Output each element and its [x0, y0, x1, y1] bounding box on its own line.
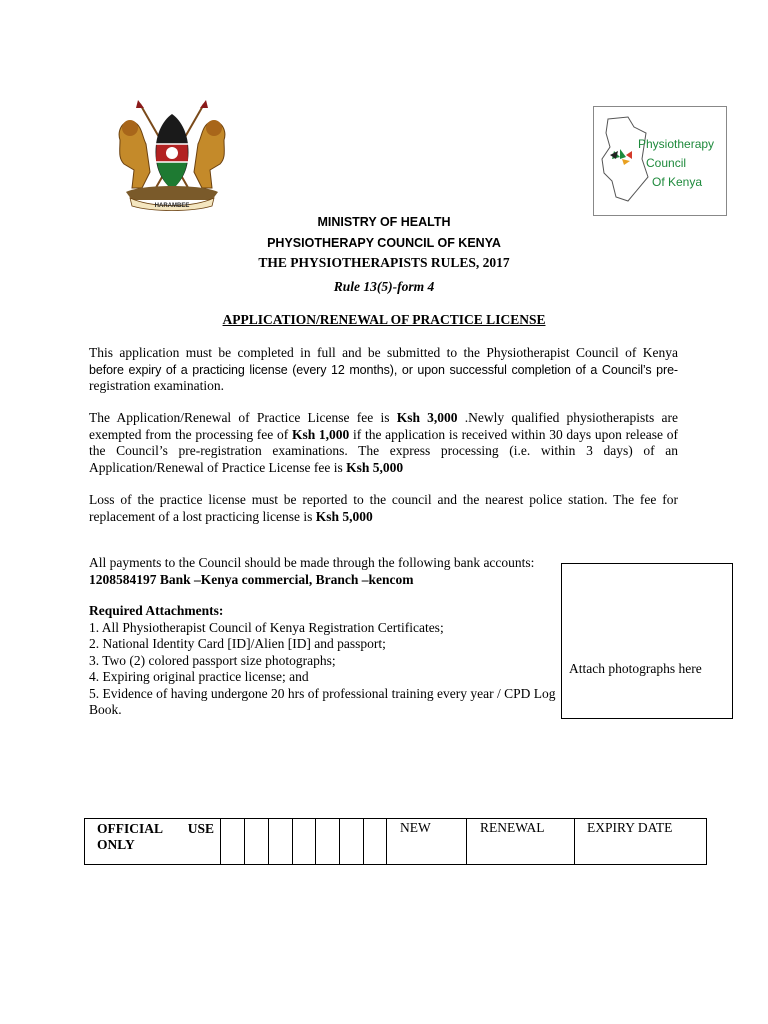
official-use-table [84, 818, 707, 865]
pck-logo-line2: Council [646, 156, 687, 170]
intro-line-3: registration examination. [89, 378, 224, 393]
pck-logo-line1: Physiotherapy [638, 137, 715, 151]
loss-paragraph [89, 492, 678, 525]
renewal-label: RENEWAL [480, 820, 545, 835]
expiry-date-label: EXPIRY DATE [587, 820, 673, 835]
official-blank-cell[interactable] [316, 819, 340, 865]
fee-text-2: .Newly qualified physiotherapists are exempted from the processing fee of [89, 410, 678, 442]
official-blank-cell[interactable] [221, 819, 245, 865]
attachment-item: 1. All Physiotherapist Council of Kenya Registration Certificates; [89, 619, 444, 635]
rules-heading: THE PHYSIOTHERAPISTS RULES, 2017 [258, 255, 510, 270]
official-label-line2: ONLY [97, 837, 135, 852]
pck-logo-line3: Of Kenya [652, 175, 703, 189]
official-blank-cell[interactable] [245, 819, 269, 865]
attachment-item: 2. National Identity Card [ID]/Alien [ID] and passport; [89, 636, 386, 651]
photo-box-label: Attach photographs here [569, 661, 702, 676]
official-use-label [85, 819, 221, 865]
photo-attachment-box[interactable] [561, 563, 733, 719]
attachment-item: 5. Evidence of having undergone 20 hrs of professional training every year / CPD Log Book. [89, 685, 556, 717]
bank-account: 1208584197 Bank –Kenya commercial, Branch –kencom [89, 571, 414, 587]
official-blank-cell[interactable] [364, 819, 387, 865]
intro-line-1: This application must be completed in full and be submitted to the Physiotherapist Council of Kenya [89, 345, 678, 360]
fee-text-3: if the application is received within 30 days upon release of the Council’s pre-registration examinations. The express processing (i.e. within 3 days) of an Application/Renewal of Practice License fee is [89, 426, 678, 475]
attachment-item: 3. Two (2) colored passport size photographs; [89, 652, 336, 668]
fee-text-1: The Application/Renewal of Practice License fee is [89, 410, 397, 425]
fee-amount-standard: Ksh 3,000 [396, 410, 458, 425]
official-label-word1: OFFICIAL [97, 821, 164, 836]
expiry-date-column[interactable] [575, 819, 707, 865]
official-label-word2: USE [187, 821, 214, 836]
fee-paragraph [89, 410, 678, 476]
renewal-column[interactable] [467, 819, 575, 865]
fee-amount-express: Ksh 5,000 [346, 459, 404, 475]
form-title: APPLICATION/RENEWAL OF PRACTICE LICENSE [222, 312, 546, 327]
attachment-item: 4. Expiring original practice license; and [89, 669, 309, 684]
attachments-heading: Required Attachments: [89, 603, 224, 618]
payments-section [89, 555, 559, 588]
coat-of-arms-emblem [112, 100, 232, 212]
official-blank-cell[interactable] [340, 819, 364, 865]
intro-line-2: before expiry of a practicing license (every 12 months), or upon successful completion of a Council’s pre- [89, 362, 678, 377]
kenya-map-icon [598, 115, 650, 207]
ministry-heading: MINISTRY OF HEALTH [317, 215, 451, 229]
payments-intro: All payments to the Council should be made through the following bank accounts: [89, 555, 535, 570]
new-label: NEW [400, 820, 431, 835]
fee-amount-processing: Ksh 1,000 [291, 426, 350, 442]
loss-fee-amount: Ksh 5,000 [315, 508, 373, 524]
intro-paragraph [89, 345, 678, 395]
official-blank-cell[interactable] [269, 819, 293, 865]
attachments-section [89, 603, 559, 719]
motto-text: HARAMBEE [154, 203, 190, 209]
council-heading: PHYSIOTHERAPY COUNCIL OF KENYA [267, 236, 501, 250]
loss-text: Loss of the practice license must be reported to the council and the nearest police station. The fee for replacement of a lost practicing license is [89, 492, 678, 524]
rule-reference: Rule 13(5)-form 4 [333, 279, 435, 294]
pck-logo [593, 106, 727, 216]
official-blank-cell[interactable] [293, 819, 316, 865]
new-column[interactable] [387, 819, 467, 865]
